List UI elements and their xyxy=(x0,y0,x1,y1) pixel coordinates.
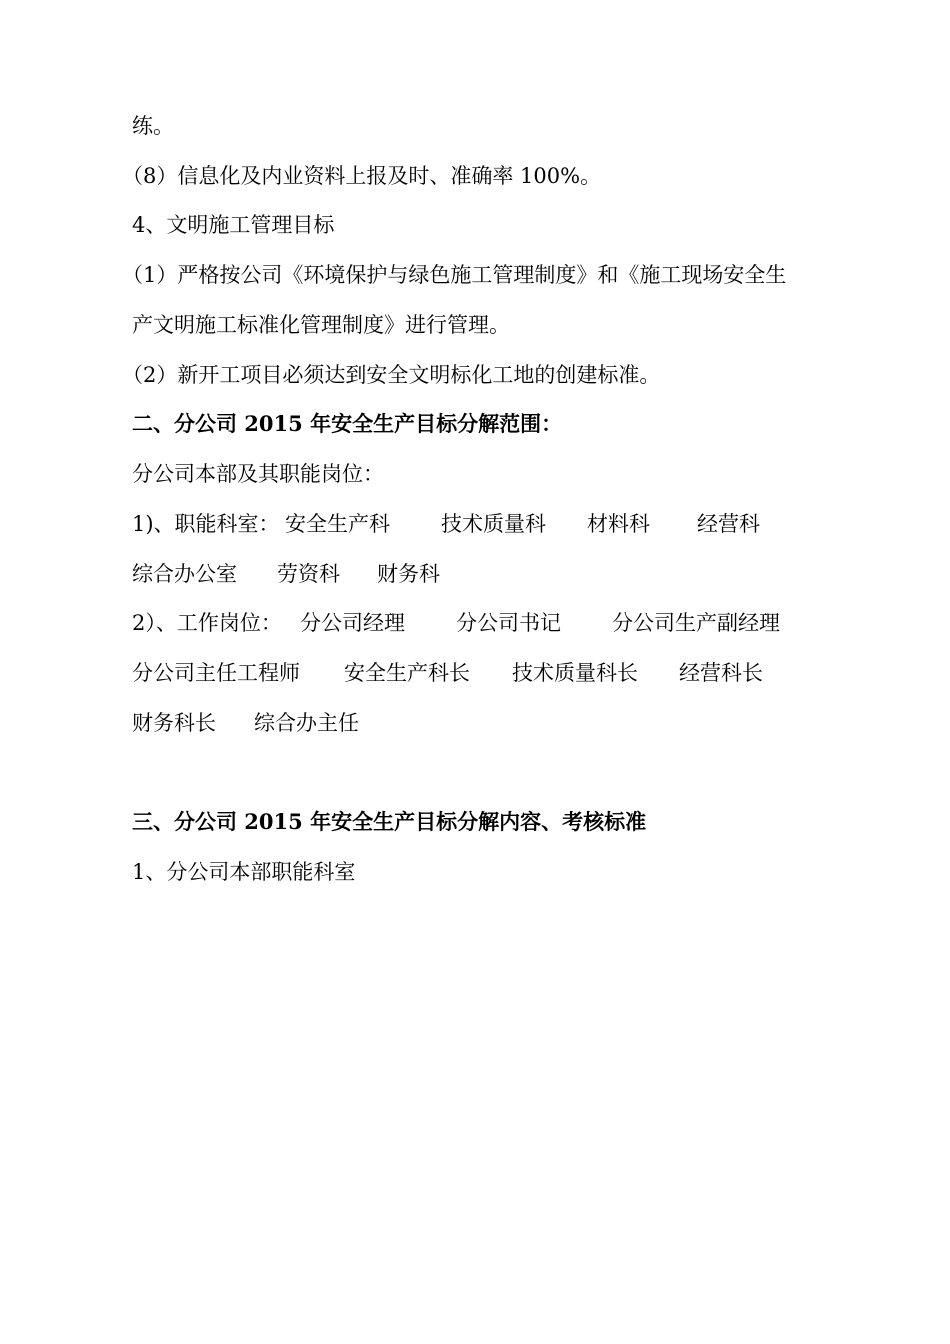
section-heading-two: 二、分公司 2015 年安全生产目标分解范围： xyxy=(132,411,563,436)
department-item: 劳资科 xyxy=(277,562,340,586)
department-item: 安全生产科 xyxy=(285,512,390,536)
paragraph-item-8: （8）信息化及内业资料上报及时、准确率 100%。 xyxy=(122,164,602,188)
position-item: 综合办主任 xyxy=(254,711,359,735)
positions-prefix: 2）、工作岗位： xyxy=(132,611,282,635)
positions-row-3 xyxy=(132,709,832,737)
departments-prefix: 1)、职能科室： xyxy=(132,512,280,536)
department-item: 综合办公室 xyxy=(132,562,237,586)
paragraph-continuation: 练。 xyxy=(132,114,174,138)
department-item: 材料科 xyxy=(587,512,650,536)
position-item: 分公司书记 xyxy=(456,611,561,635)
section-heading-three: 三、分公司 2015 年安全生产目标分解内容、考核标准 xyxy=(132,809,647,834)
paragraph-item-1-line-2: 产文明施工标准化管理制度》进行管理。 xyxy=(132,313,510,337)
departments-row-1 xyxy=(132,510,832,538)
position-item: 安全生产科长 xyxy=(344,661,470,685)
department-item: 经营科 xyxy=(697,512,760,536)
position-item: 分公司经理 xyxy=(300,611,405,635)
position-item: 经营科长 xyxy=(679,661,763,685)
positions-row-2 xyxy=(132,659,832,687)
department-item: 技术质量科 xyxy=(441,512,546,536)
position-item: 财务科长 xyxy=(132,711,216,735)
paragraph-item-2: （2）新开工项目必须达到安全文明标化工地的创建标准。 xyxy=(122,363,661,387)
paragraph-item-1-line-1: （1）严格按公司《环境保护与绿色施工管理制度》和《施工现场安全生 xyxy=(122,263,787,287)
positions-row-1 xyxy=(132,609,832,637)
position-item: 分公司生产副经理 xyxy=(612,611,780,635)
position-item: 技术质量科长 xyxy=(512,661,638,685)
section-heading-civilized-construction: 4、文明施工管理目标 xyxy=(132,213,335,237)
department-item: 财务科 xyxy=(377,562,440,586)
paragraph-scope-intro: 分公司本部及其职能岗位： xyxy=(132,462,384,486)
subsection-heading-departments: 1、分公司本部职能科室 xyxy=(132,860,356,884)
position-item: 分公司主任工程师 xyxy=(132,661,300,685)
departments-row-2 xyxy=(132,560,832,588)
